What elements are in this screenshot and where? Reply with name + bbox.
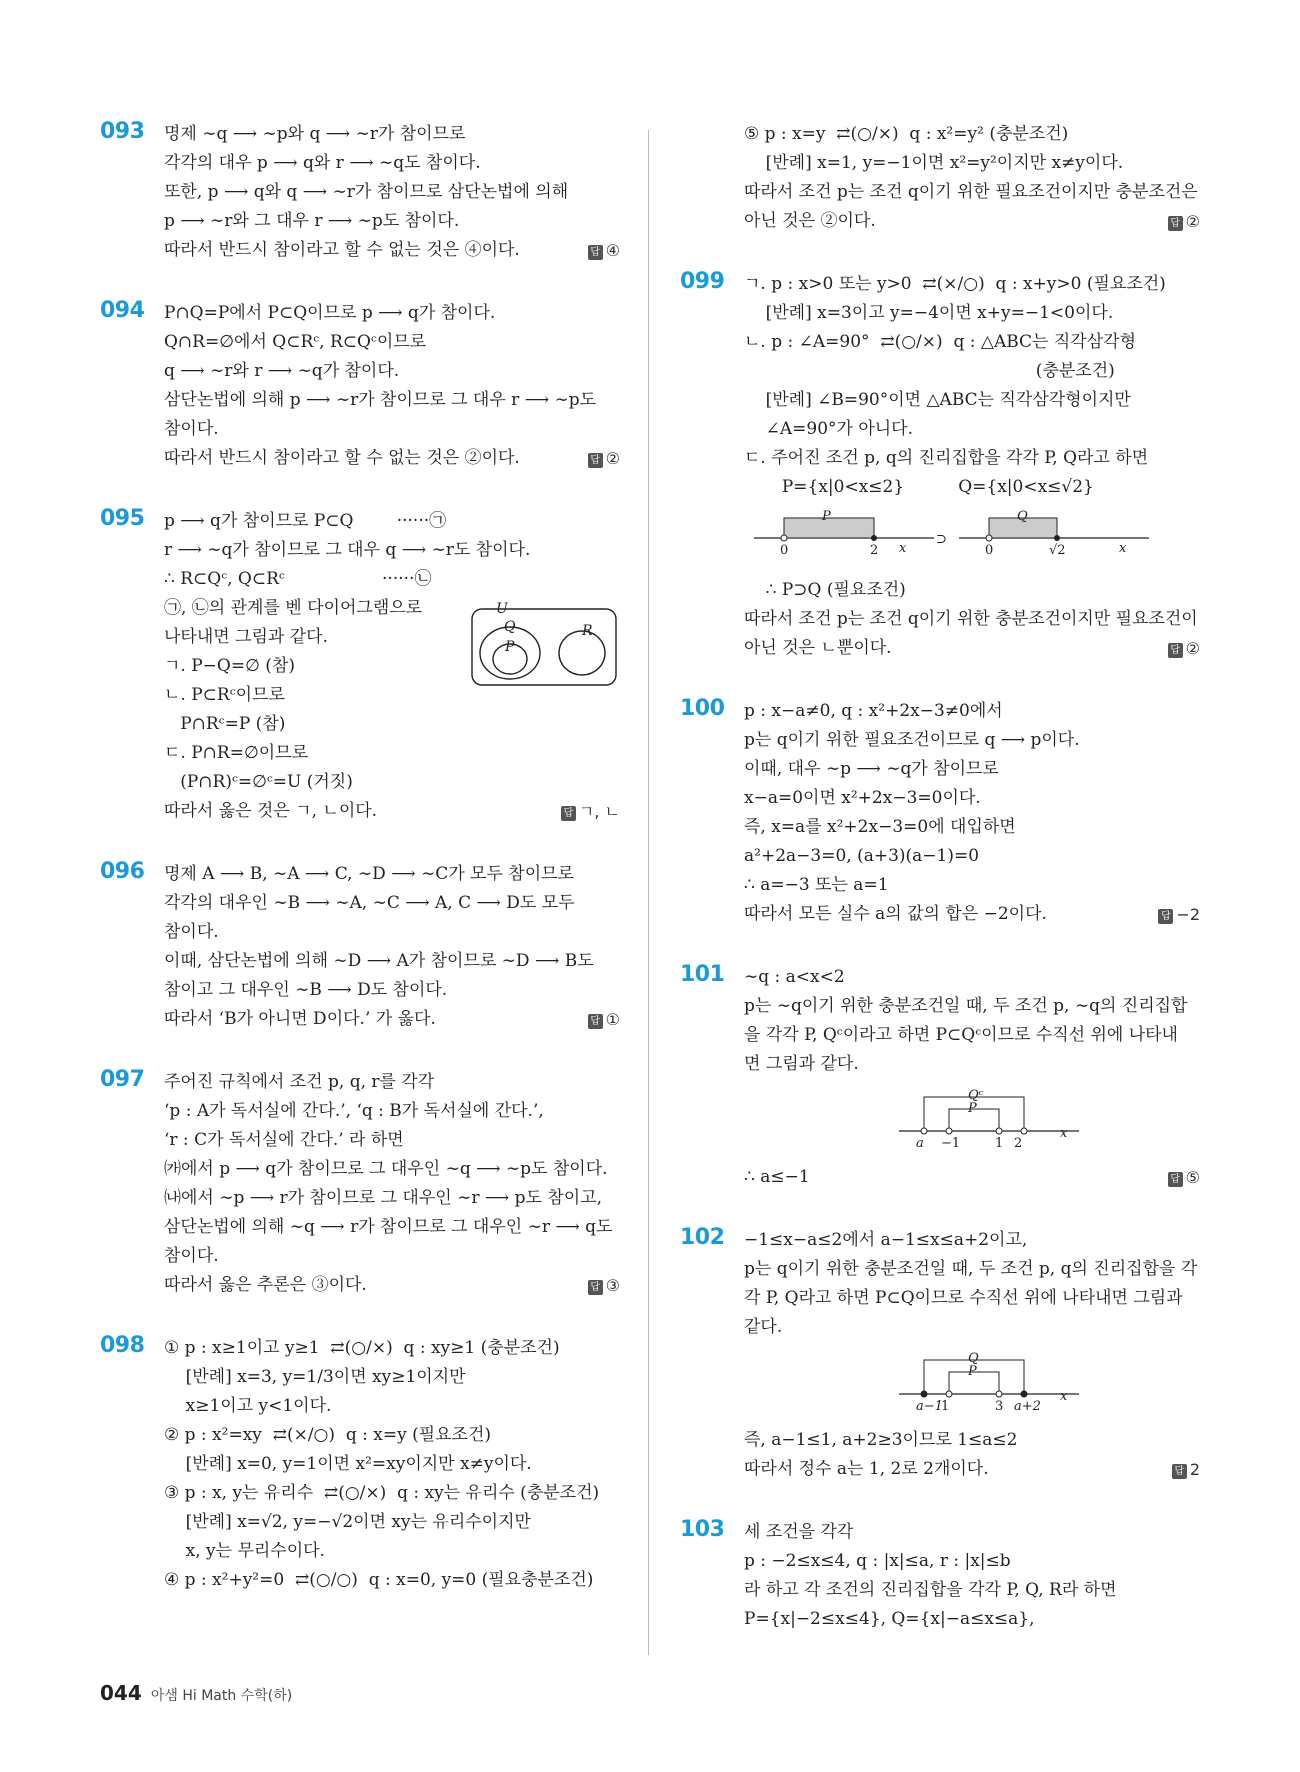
figure	[744, 508, 1200, 570]
problem-097	[100, 1068, 620, 1300]
text-line: ㉠, ㉡의 관계를 벤 다이어그램으로	[164, 598, 423, 618]
text-line: ㄱ. p : x>0 또는 y>0 ⇄(×/○) q : x+y>0 (필요조건)	[744, 274, 1166, 294]
problem-093	[100, 120, 620, 265]
problem-number: 093	[100, 119, 145, 144]
answer-value: 2	[1189, 1460, 1200, 1479]
text-line: P={x|−2≤x≤4}, Q={x|−a≤x≤a},	[744, 1609, 1035, 1629]
text-line: 각각의 대우인 ∼B ⟶ ∼A, ∼C ⟶ A, C ⟶ D도 모두	[164, 893, 575, 913]
text-line: 즉, x=a를 x²+2x−3=0에 대입하면	[744, 817, 1016, 837]
text-line: [반례] x=3, y=1/3이면 xy≥1이지만	[164, 1367, 466, 1387]
interval-endpoint	[921, 1391, 927, 1397]
truth-set-figure	[744, 508, 1164, 566]
text-line: 나타내면 그림과 같다.	[164, 627, 329, 647]
number-line-figure	[804, 1085, 1104, 1153]
text-line: ∼q : a<x<2	[744, 967, 845, 987]
problem-103	[680, 1518, 1200, 1634]
closed-point	[1054, 535, 1060, 541]
text-line: ㄴ. p : ∠A=90° ⇄(○/×) q : △ABC는 직각삼각형	[744, 332, 1136, 352]
figure	[744, 1085, 1200, 1157]
text-line: x−a=0이면 x²+2x−3=0이다.	[744, 788, 981, 808]
problem-number: 094	[100, 298, 145, 323]
text-line: [반례] x=0, y=1이면 x²=xy이지만 x≠y이다.	[164, 1454, 532, 1474]
text-line: ∴ R⊂Qᶜ, Q⊂Rᶜ ······㉡	[164, 569, 432, 589]
text-line: ‘r : C가 독서실에 간다.’ 라 하면	[164, 1130, 404, 1150]
interval-endpoint	[921, 1128, 927, 1134]
answer-tag: 답	[1168, 643, 1183, 658]
problem-102	[680, 1226, 1200, 1484]
answer-mark	[588, 1005, 620, 1034]
text-line: 주어진 규칙에서 조건 p, q, r를 각각	[164, 1072, 435, 1092]
text-line: [반례] x=√2, y=−√2이면 xy는 유리수이지만	[164, 1512, 531, 1532]
answer-mark	[588, 444, 620, 473]
answer-value: ②	[605, 449, 620, 468]
tick-label: −1	[941, 1136, 961, 1151]
text-line: ‘p : A가 독서실에 간다.’, ‘q : B가 독서실에 간다.’,	[164, 1101, 544, 1121]
problem-number: 095	[100, 506, 145, 531]
text-line: 참이다.	[164, 1246, 219, 1266]
text-line: 즉, a−1≤1, a+2≥3이므로 1≤a≤2	[744, 1430, 1018, 1450]
text-line: 답 ㄱ, ㄴ 따라서 옳은 것은 ㄱ, ㄴ이다.	[164, 797, 620, 826]
text-line: 세 조건을 각각	[744, 1522, 854, 1542]
tick-2: 2	[870, 543, 879, 558]
answer-value: ②	[1185, 212, 1200, 231]
answer-mark	[1168, 1163, 1200, 1192]
page-number: 044	[100, 1681, 142, 1705]
text-line: p는 q이기 위한 충분조건일 때, 두 조건 p, q의 진리집합을 각	[744, 1259, 1198, 1279]
text-line: 라 하고 각 조건의 진리집합을 각각 P, Q, R라 하면	[744, 1580, 1117, 1600]
outer-label: Q	[968, 1351, 979, 1366]
text-line: P∩Q=P에서 P⊂Q이므로 p ⟶ q가 참이다.	[164, 303, 496, 323]
text-line: 또한, p ⟶ q와 q ⟶ ∼r가 참이므로 삼단논법에 의해	[164, 182, 569, 202]
answer-tag: 답	[1158, 909, 1173, 924]
text-line: 따라서 조건 p는 조건 q이기 위한 필요조건이지만 충분조건은	[744, 182, 1198, 202]
answer-tag: 답	[1168, 216, 1183, 231]
page-footer	[100, 1681, 292, 1705]
outer-label: Qᶜ	[968, 1088, 984, 1103]
text-line: 답 ② 따라서 반드시 참이라고 할 수 없는 것은 ②이다.	[164, 444, 620, 473]
problem-number: 101	[680, 962, 725, 987]
text-line: 답 ⑤ ∴ a≤−1	[744, 1163, 1200, 1192]
label-q: Q	[504, 619, 516, 635]
problem-101	[680, 963, 1200, 1192]
closed-point	[871, 535, 877, 541]
tick-root2: √2	[1049, 543, 1066, 558]
tick-label: 2	[1014, 1136, 1023, 1151]
text-line: 각각의 대우 p ⟶ q와 r ⟶ ∼q도 참이다.	[164, 153, 481, 173]
interval-endpoint	[996, 1391, 1002, 1397]
figure	[744, 1348, 1200, 1420]
answer-value: −2	[1176, 905, 1200, 924]
axis-x: x	[1060, 1389, 1068, 1404]
text-line: p ⟶ ∼r와 그 대우 r ⟶ ∼p도 참이다.	[164, 211, 460, 231]
problem-098	[100, 1334, 620, 1595]
problem-number: 103	[680, 1517, 725, 1542]
text-line: 답 −2 따라서 모든 실수 a의 값의 합은 −2이다.	[744, 900, 1200, 929]
text-line: ㄷ. P∩R=∅이므로	[164, 743, 309, 763]
problem-100	[680, 697, 1200, 929]
text-line: a²+2a−3=0, (a+3)(a−1)=0	[744, 846, 980, 866]
text-line: 을 각각 P, Qᶜ이라고 하면 P⊂Qᶜ이므로 수직선 위에 나타내	[744, 1025, 1178, 1045]
inner-label: P	[968, 1101, 977, 1116]
problem-096	[100, 860, 620, 1034]
text-line: 이때, 대우 ∼p ⟶ ∼q가 참이므로	[744, 759, 999, 779]
inner-label: P	[968, 1364, 977, 1379]
open-point	[986, 535, 992, 541]
problem-number: 097	[100, 1067, 145, 1092]
problem-099	[680, 270, 1200, 663]
tick-0: 0	[780, 543, 789, 558]
text-line: 같다.	[744, 1317, 783, 1337]
text-line: ∴ P⊃Q (필요조건)	[744, 580, 906, 600]
interval-endpoint	[996, 1128, 1002, 1134]
answer-value: ⑤	[1185, 1168, 1200, 1187]
text-line: 이때, 삼단논법에 의해 ∼D ⟶ A가 참이므로 ∼D ⟶ B도	[164, 951, 594, 971]
answer-value: ④	[605, 241, 620, 260]
text-line: 명제 A ⟶ B, ∼A ⟶ C, ∼D ⟶ ∼C가 모두 참이므로	[164, 864, 574, 884]
tick-label: a−1	[916, 1399, 943, 1414]
text-line: p : −2≤x≤4, q : |x|≤a, r : |x|≤b	[744, 1551, 1011, 1571]
text-line: ㄷ. 주어진 조건 p, q의 진리집합을 각각 P, Q라고 하면	[744, 448, 1149, 468]
answer-tag: 답	[1172, 1464, 1187, 1479]
answer-mark	[1172, 1455, 1200, 1484]
text-line: [반례] x=3이고 y=−4이면 x+y=−1<0이다.	[744, 303, 1114, 323]
label-q: Q	[1017, 509, 1028, 524]
answer-tag: 답	[588, 1280, 603, 1295]
text-line: x, y는 무리수이다.	[164, 1541, 325, 1561]
text-line: q ⟶ ∼r와 r ⟶ ∼q가 참이다.	[164, 361, 400, 381]
text-line: 답 ③ 따라서 옳은 추론은 ③이다.	[164, 1271, 620, 1300]
text-line: p는 ∼q이기 위한 충분조건일 때, 두 조건 p, ∼q의 진리집합	[744, 996, 1188, 1016]
text-line: 답 ② 아닌 것은 ㄴ뿐이다.	[744, 634, 1200, 663]
text-line: ㈏에서 ∼p ⟶ r가 참이므로 그 대우인 ∼r ⟶ p도 참이고,	[164, 1188, 603, 1208]
text-line: ∴ a=−3 또는 a=1	[744, 875, 889, 895]
text-line: p ⟶ q가 참이므로 P⊂Q ······㉠	[164, 511, 447, 531]
tick-0: 0	[985, 543, 994, 558]
text-line: Q∩R=∅에서 Q⊂Rᶜ, R⊂Qᶜ이므로	[164, 332, 427, 352]
problem-number: 099	[680, 269, 725, 294]
axis-x: x	[1119, 541, 1127, 556]
text-line: ⑤ p : x=y ⇄(○/×) q : x²=y² (충분조건)	[744, 124, 1069, 144]
answer-mark	[1168, 634, 1200, 663]
answer-value: ②	[1185, 639, 1200, 658]
text-line: 참이다.	[164, 419, 219, 439]
answer-mark	[588, 236, 620, 265]
text-line: [반례] ∠B=90°이면 △ABC는 직각삼각형이지만	[744, 390, 1131, 410]
text-line: ㄱ. P−Q=∅ (참)	[164, 656, 295, 676]
problem-095	[100, 507, 620, 826]
text-line: 삼단논법에 의해 p ⟶ ∼r가 참이므로 그 대우 r ⟶ ∼p도	[164, 390, 597, 410]
answer-mark	[1168, 207, 1200, 236]
text-line: ② p : x²=xy ⇄(×/○) q : x=y (필요조건)	[164, 1425, 492, 1445]
venn-diagram	[470, 599, 620, 689]
text-line: ㄴ. P⊂Rᶜ이므로	[164, 685, 285, 705]
label-r: R	[582, 623, 593, 639]
text-line: 답 ① 따라서 ‘B가 아니면 D이다.’ 가 옳다.	[164, 1005, 620, 1034]
interval-endpoint	[1021, 1128, 1027, 1134]
text-line: 각 P, Q라고 하면 P⊂Q이므로 수직선 위에 나타내면 그림과	[744, 1288, 1183, 1308]
label-u: U	[496, 601, 508, 617]
text-line: 답 ④ 따라서 반드시 참이라고 할 수 없는 것은 ④이다.	[164, 236, 620, 265]
answer-tag: 답	[588, 1014, 603, 1029]
interval-endpoint	[1021, 1391, 1027, 1397]
axis-x: x	[899, 541, 907, 556]
label-p: P	[505, 639, 515, 655]
text-line: ④ p : x²+y²=0 ⇄(○/○) q : x=0, y=0 (필요충분조건)	[164, 1570, 594, 1590]
interval-endpoint	[946, 1391, 952, 1397]
text-line: 따라서 조건 p는 조건 q이기 위한 충분조건이지만 필요조건이	[744, 609, 1198, 629]
text-line: 참이고 그 대우인 ∼B ⟶ D도 참이다.	[164, 980, 448, 1000]
answer-tag: 답	[1168, 1172, 1183, 1187]
right-column	[680, 120, 1200, 1668]
tick-label: a	[916, 1136, 924, 1151]
tick-label: 3	[995, 1399, 1004, 1414]
text-line: p : x−a≠0, q : x²+2x−3≠0에서	[744, 701, 1003, 721]
answer-mark	[561, 797, 620, 826]
left-column	[100, 120, 620, 1629]
text-line: [반례] x=1, y=−1이면 x²=y²이지만 x≠y이다.	[744, 153, 1124, 173]
superset-symbol: ⊃	[936, 532, 947, 547]
text-line: (P∩R)ᶜ=∅ᶜ=U (거짓)	[164, 772, 353, 792]
text-line: ③ p : x, y는 유리수 ⇄(○/×) q : xy는 유리수 (충분조건)	[164, 1483, 600, 1503]
text-line: ㈎에서 p ⟶ q가 참이므로 그 대우인 ∼q ⟶ ∼p도 참이다.	[164, 1159, 608, 1179]
axis-x: x	[1060, 1126, 1068, 1141]
answer-value: ㄱ, ㄴ	[578, 802, 620, 821]
problem-number: 100	[680, 696, 725, 721]
tick-label: 1	[995, 1136, 1004, 1151]
problem-number: 096	[100, 859, 145, 884]
text-line: 명제 ∼q ⟶ ∼p와 q ⟶ ∼r가 참이므로	[164, 124, 466, 144]
label-p: P	[822, 509, 831, 524]
text-line: p는 q이기 위한 필요조건이므로 q ⟶ p이다.	[744, 730, 1080, 750]
text-line: ① p : x≥1이고 y≥1 ⇄(○/×) q : xy≥1 (충분조건)	[164, 1338, 560, 1358]
text-line: 면 그림과 같다.	[744, 1054, 859, 1074]
open-point	[781, 535, 787, 541]
text-line: P={x|0<x≤2} Q={x|0<x≤√2}	[744, 477, 1094, 497]
text-line: ∠A=90°가 아니다.	[744, 419, 914, 439]
text-line: (충분조건)	[744, 361, 1115, 381]
answer-value: ③	[605, 1276, 620, 1295]
problem-094	[100, 299, 620, 473]
answer-mark	[1158, 900, 1200, 929]
book-title: 아샘 Hi Math 수학(하)	[150, 1688, 293, 1704]
interval-endpoint	[946, 1128, 952, 1134]
text-line: x≥1이고 y<1이다.	[164, 1396, 332, 1416]
answer-tag: 답	[561, 806, 576, 821]
column-divider	[648, 130, 649, 1655]
tick-label: a+2	[1014, 1399, 1041, 1414]
problem-number: 102	[680, 1225, 725, 1250]
text-line: 삼단논법에 의해 ∼q ⟶ r가 참이므로 그 대우인 ∼r ⟶ q도	[164, 1217, 613, 1237]
universal-set	[472, 609, 616, 685]
text-line: r ⟶ ∼q가 참이므로 그 대우 q ⟶ ∼r도 참이다.	[164, 540, 531, 560]
text-line: −1≤x−a≤2에서 a−1≤x≤a+2이고,	[744, 1230, 1028, 1250]
text-line: P∩Rᶜ=P (참)	[164, 714, 286, 734]
answer-tag: 답	[588, 245, 603, 260]
text-line: 참이다.	[164, 922, 219, 942]
answer-mark	[588, 1271, 620, 1300]
problem-cont	[680, 120, 1200, 236]
answer-tag: 답	[588, 453, 603, 468]
answer-value: ①	[605, 1010, 620, 1029]
problem-number: 098	[100, 1333, 145, 1358]
number-line-figure	[804, 1348, 1104, 1416]
text-line: 답 ② 아닌 것은 ②이다.	[744, 207, 1200, 236]
tick-label: 1	[941, 1399, 950, 1414]
text-line: 답 2 따라서 정수 a는 1, 2로 2개이다.	[744, 1455, 1200, 1484]
